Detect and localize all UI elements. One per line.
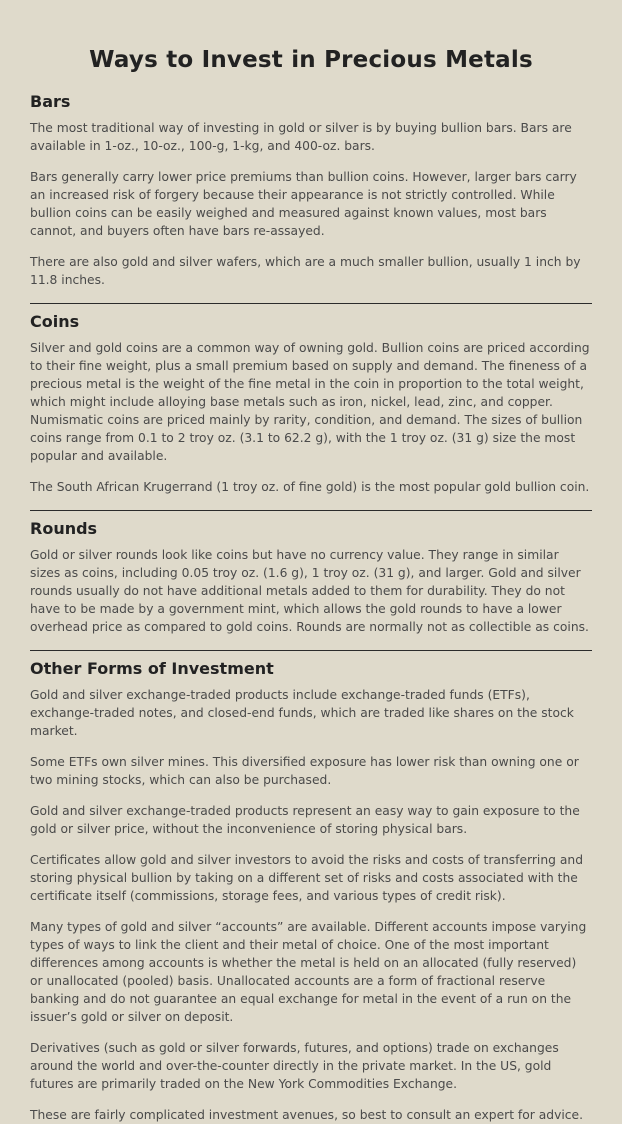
paragraph: Silver and gold coins are a common way of owning gold. Bullion coins are priced according to their fine weight, plus a small premium based on supply and demand. The fineness of a precious metal is the weight of the fine metal in the coin in proportion to the total weight, which might include alloying base metals such as iron, nickel, lead, zinc, and copper. Numismatic coins are priced mainly by rarity, condition, and demand. The sizes of bullion coins range from 0.1 to 2 troy oz. (3.1 to 62.2 g), with the 1 troy oz. (31 g) size the most popular and available. (30, 341, 590, 463)
paragraph: There are also gold and silver wafers, which are a much smaller bullion, usually 1 inch by 11.8 inches. (30, 255, 581, 287)
section-heading: Other Forms of Investment (30, 659, 274, 678)
paragraph: Gold or silver rounds look like coins but have no currency value. They range in similar sizes as coins, including 0.05 troy oz. (1.6 g), 1 troy oz. (31 g), and larger. Gold and silver rounds usually do not have additional metals added to them for durability. They do not have to be made by a government mint, which allows the gold rounds to have a lower overhead price as compared to gold coins. Rounds are normally not as collectible as coins. (30, 548, 589, 634)
paragraph: Some ETFs own silver mines. This diversified exposure has lower risk than owning one or two mining stocks, which can also be purchased. (30, 755, 579, 787)
paragraph: The South African Krugerrand (1 troy oz. of fine gold) is the most popular gold bullion coin. (30, 480, 590, 494)
paragraph: The most traditional way of investing in gold or silver is by buying bullion bars. Bars are available in 1-oz., 10-oz., 100-g, 1-kg, and 400-oz. bars. (30, 121, 572, 153)
paragraph: Gold and silver exchange-traded products represent an easy way to gain exposure to the gold or silver price, without the inconvenience of storing physical bars. (30, 804, 580, 836)
paragraph: Bars generally carry lower price premiums than bullion coins. However, larger bars carry an increased risk of forgery because their appearance is not strictly controlled. While bullion coins can be easily weighed and measured against known values, most bars cannot, and buyers often have bars re-assayed. (30, 170, 577, 238)
section-bars (30, 76, 592, 303)
paragraph: Certificates allow gold and silver investors to avoid the risks and costs of transferring and storing physical bullion by taking on a different set of risks and costs associated with the certificate itself (commissions, storage fees, and various types of credit risk). (30, 853, 583, 903)
section-other-forms (30, 650, 592, 1124)
section-rounds (30, 510, 592, 650)
paragraph: These are fairly complicated investment avenues, so best to consult an expert for advice. (30, 1108, 584, 1122)
paragraph: Gold and silver exchange-traded products include exchange-traded funds (ETFs), exchange-traded notes, and closed-end funds, which are traded like shares on the stock market. (30, 688, 574, 738)
section-heading: Bars (30, 92, 71, 111)
paragraph: Derivatives (such as gold or silver forwards, futures, and options) trade on exchanges around the world and over-the-counter directly in the private market. In the US, gold futures are primarily traded on the New York Commodities Exchange. (30, 1041, 559, 1091)
page-title: Ways to Invest in Precious Metals (89, 47, 533, 73)
section-coins (30, 303, 592, 510)
section-heading: Rounds (30, 519, 98, 538)
paragraph: Many types of gold and silver “accounts” are available. Different accounts impose varying types of ways to link the client and their metal of choice. One of the most important differences among accounts is whether the metal is held on an allocated (fully reserved) or unallocated (pooled) basis. Unallocated accounts are a form of fractional reserve banking and do not guarantee an equal exchange for metal in the event of a run on the issuer’s gold or silver on deposit. (30, 920, 587, 1024)
section-heading: Coins (30, 312, 80, 331)
